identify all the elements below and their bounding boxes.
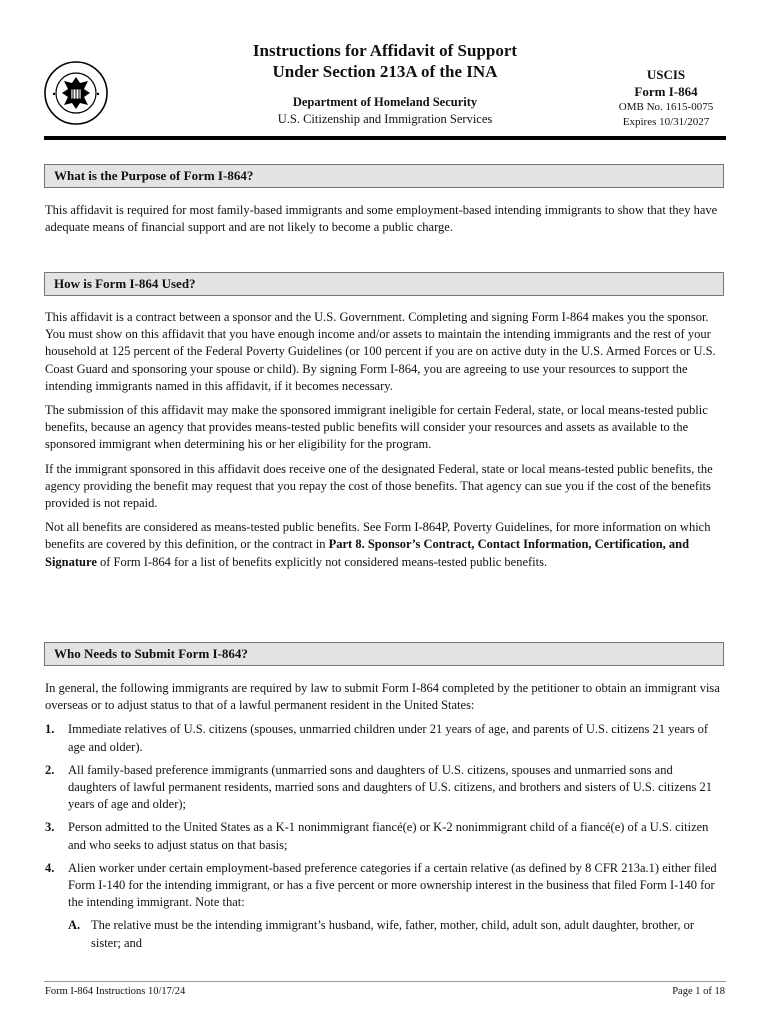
doc-title-line1: Instructions for Affidavit of Support <box>252 41 518 60</box>
numbered-list <box>45 721 721 951</box>
expiration-date: Expires 10/31/2027 <box>622 116 710 128</box>
form-id-block <box>606 66 726 130</box>
paragraph: The submission of this affidavit may make the sponsored immigrant ineligible for certain Federal, state, or local means-tested public benefits, because an agency that provides means-tested public benefits will consider your resources and assets as available to the sponsored immigrant when determining his or her eligibility for the program. <box>45 403 708 452</box>
section-heading-used: How is Form I-864 Used? <box>44 272 724 296</box>
doc-title-line2: Under Section 213A of the INA <box>272 62 498 81</box>
list-item-text: Person admitted to the United States as a K-1 nonimmigrant fiancé(e) or K-2 nonimmigrant child of a fiancé(e) of a U.S. citizen and who seeks to adjust status on that basis; <box>68 820 709 852</box>
agency-name: Department of Homeland Security <box>292 95 478 109</box>
form-number: Form I-864 <box>634 84 698 99</box>
section-heading-purpose: What is the Purpose of Form I-864? <box>44 164 724 188</box>
list-item <box>45 860 721 912</box>
list-item-number: 3. <box>45 820 55 835</box>
paragraph: In general, the following immigrants are required by law to submit Form I-864 completed by the petitioner to obtain an immigrant visa overseas or to adjust status to that of a lawful permanent resident in the United States: <box>45 681 720 713</box>
footer-divider <box>44 981 726 982</box>
list-item <box>45 819 721 853</box>
omb-number: OMB No. 1615-0075 <box>618 101 714 113</box>
section-body-purpose <box>45 202 721 243</box>
list-item-number: 2. <box>45 762 55 777</box>
section-body-who <box>45 680 721 958</box>
subagency-name: U.S. Citizenship and Immigration Services <box>277 112 493 126</box>
dhs-seal-icon <box>44 61 108 125</box>
sub-list-item-text: The relative must be the intending immigrant’s husband, wife, father, mother, child, adult son, adult daughter, brother, or sister; and <box>91 918 695 950</box>
footer-form-edition: Form I-864 Instructions 10/17/24 <box>45 986 186 997</box>
sub-list-item-letter: A. <box>68 918 81 933</box>
uscis-label: USCIS <box>646 67 686 82</box>
title-block <box>230 40 540 128</box>
footer-page-number: Page 1 of 18 <box>672 986 725 997</box>
sub-list-item <box>68 917 721 951</box>
list-item-number: 4. <box>45 860 55 875</box>
header-divider <box>44 136 726 140</box>
part8-reference: Part 8. Sponsor’s Contract, Contact Information, Certification, and Signature <box>45 537 690 569</box>
list-item <box>45 721 721 755</box>
paragraph <box>45 519 721 571</box>
paragraph: If the immigrant sponsored in this affidavit does receive one of the designated Federal, state or local means-tested public benefits, the agency providing the benefit may request that you repay the cost of those benefits. That agency can sue you if the cost of the benefits provided is not repaid. <box>45 461 713 511</box>
paragraph: This affidavit is a contract between a sponsor and the U.S. Government. Completing and signing Form I-864 makes you the sponsor. You must show on this affidavit that you have enough income and/or assets to maintain the intending immigrants and the rest of your household at 125 percent of the Federal Poverty Guidelines (or 100 percent if you are on active duty in the U.S. Armed Forces or U.S. Coast Guard and sponsoring your spouse or child). By signing Form I-864, you are agreeing to use your resources to support the intending immigrants named in this affidavit, if it becomes necessary. <box>45 310 716 393</box>
section-body-used <box>45 309 721 578</box>
list-item-text: All family-based preference immigrants (unmarried sons and daughters of U.S. citizens, spouses and unmarried sons and daughters of lawful permanent residents, married sons and daughters of U.S. citizens, and brothers and sisters of U.S. citizens 21 years of age and older); <box>68 762 712 812</box>
paragraph: This affidavit is required for most family-based immigrants and some employment-based intending immigrants to show that they have adequate means of financial support and are not likely to become a public charge. <box>45 203 718 235</box>
list-item-text: Immediate relatives of U.S. citizens (spouses, unmarried children under 21 years of age, and parents of U.S. citizens 21 years of age and older). <box>68 722 709 754</box>
list-item-text: Alien worker under certain employment-based preference categories if a certain relative (as defined by 8 CFR 213a.1) either filed Form I-140 for the intending immigrant, or has a five percent or more ownership interest in the business that filed Form I-140 for the intending immigrant. Note that: <box>68 860 717 910</box>
text-run: of Form I-864 for a list of benefits explicitly not considered means-tested public benefits. <box>96 554 548 569</box>
text-run: Not all benefits are considered as means-tested public benefits. See Form I-864P, Poverty Guidelines, for more information on which benefits are covered by this definition, or the contract in <box>45 520 711 552</box>
section-heading-who: Who Needs to Submit Form I-864? <box>44 642 724 666</box>
list-item-number: 1. <box>45 722 55 737</box>
list-item <box>45 762 721 814</box>
